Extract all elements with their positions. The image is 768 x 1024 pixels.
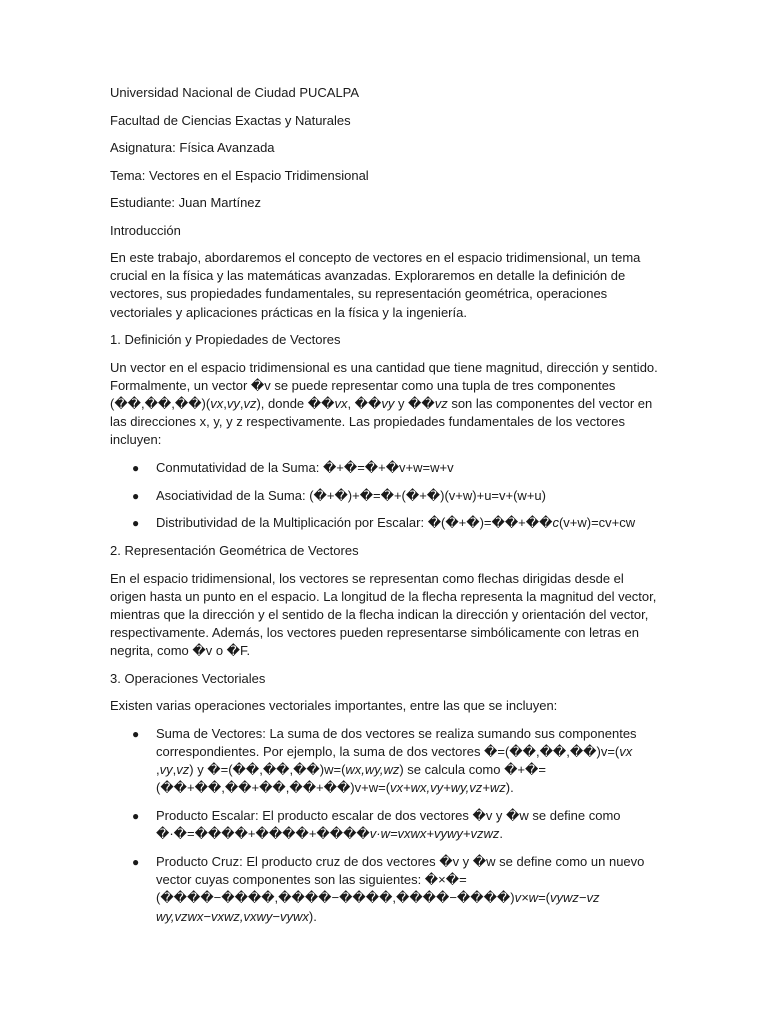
intro-heading: Introducción (110, 222, 181, 238)
bullet-icon: ● (132, 460, 140, 475)
sum-sep-1: , (156, 762, 160, 778)
section3-heading: 3. Operaciones Vectoriales (110, 670, 266, 686)
property-label: Distributividad de la Multiplicación por Escalar: (156, 515, 428, 531)
university-line: Universidad Nacional de Ciudad PUCALPA (110, 85, 360, 100)
cross-text-b: =( (538, 890, 550, 906)
list-item (110, 487, 658, 505)
property-formula-a: �(�+�)=��+�� (427, 515, 553, 531)
cross-text-c: ). (308, 908, 317, 924)
property-formula-b: (v+w)=cv+cw (558, 515, 636, 531)
property-formula-var: c (552, 515, 559, 531)
section1-var-vz-2: vz (434, 396, 448, 412)
section1-text-a: Un vector en el espacio tridimensional es una cantidad que tiene magnitud, dirección y sentido. Formalmente, un vector �v se puede representar como una tupla de tres componentes (��,��,��)( (110, 359, 658, 412)
list-item (110, 807, 658, 843)
section1-paragraph (110, 359, 658, 450)
list-item (110, 514, 658, 532)
properties-list (110, 459, 658, 533)
faculty-line: Facultad de Ciencias Exactas y Naturales (110, 112, 351, 128)
section1-text-b: ), donde �� (256, 396, 335, 412)
bullet-icon: ● (132, 488, 140, 503)
sum-var-vx: vx (619, 744, 633, 760)
section1-var-vy-2: vy (381, 396, 395, 412)
cross-text-a: Producto Cruz: El producto cruz de dos vectores �v y �w se define como un nuevo vector cuyas componentes son las siguientes: �×�=(����−����,����−����,����−����) (156, 854, 645, 906)
cross-formula-b: vywz−vz wy,vzwx−vxwz,vxwy−vywx (156, 890, 600, 924)
section1-text-d: y �� (394, 396, 435, 412)
bullet-icon: ● (132, 516, 140, 531)
sum-var-vz: vz (176, 762, 190, 778)
intro-paragraph: En este trabajo, abordaremos el concepto de vectores en el espacio tridimensional, un tema crucial en la física y las matemáticas avanzadas. Exploraremos en detalle la definición de vectores, sus propiedades fundamentales, su representación geométrica, operaciones vectoriales y aplicaciones prácticas en la física y la ingeniería. (110, 250, 641, 320)
operations-list (110, 725, 658, 926)
sum-sep-2: , (172, 762, 177, 778)
section1-var-vy: vy (226, 396, 240, 412)
sum-text-c: ) se calcula como �+�=(��+��,��+��,��+��)v+w=( (156, 762, 546, 796)
property-label: Conmutatividad de la Suma: (156, 459, 323, 475)
dot-text-b: . (499, 826, 504, 842)
document-body (110, 84, 658, 935)
sum-var-vy: vy (159, 762, 173, 778)
sum-text-d: ). (505, 780, 514, 796)
bullet-icon: ● (132, 855, 140, 870)
property-formula: (�+�)+�=�+(�+�)(v+w)+u=v+(w+u) (309, 487, 546, 503)
sum-w-vars: wx,wy,wz (345, 762, 400, 778)
cross-formula-a: v×w (514, 890, 539, 906)
property-label: Asociatividad de la Suma: (156, 487, 310, 503)
subject-line: Asignatura: Física Avanzada (110, 140, 275, 155)
section1-comma-1: , (223, 396, 227, 412)
section1-var-vx-2: vx (334, 396, 348, 412)
section1-comma-2: , (239, 396, 244, 412)
section1-heading: 1. Definición y Propiedades de Vectores (110, 332, 341, 348)
sum-text-a: Suma de Vectores: La suma de dos vectores se realiza sumando sus componentes correspondientes. Por ejemplo, la suma de dos vectores �=(��,��,��)v=( (156, 725, 637, 760)
section2-heading: 2. Representación Geométrica de Vectores (110, 543, 359, 559)
list-item (110, 725, 658, 798)
list-item (110, 853, 658, 926)
section1-var-vz: vz (243, 396, 257, 412)
section1-var-vx: vx (210, 396, 224, 412)
sum-text-b: ) y �=(��,��,��)w=( (189, 762, 346, 778)
section1-text-c: , �� (347, 396, 382, 412)
bullet-icon: ● (132, 726, 140, 741)
section2-paragraph: En el espacio tridimensional, los vectores se representan como flechas dirigidas desde el origen hasta un punto en el espacio. La longitud de la flecha representa la magnitud del vector, mientras que la dirección y el sentido de la flecha indican la dirección y orientación del vector, respectivamente. Además, los vectores pueden representarse simbólicamente con letras en negrita, como �v o �F. (110, 570, 657, 659)
section3-paragraph: Existen varias operaciones vectoriales importantes, entre las que se incluyen: (110, 698, 558, 714)
topic-line: Tema: Vectores en el Espacio Tridimensional (110, 167, 369, 183)
list-item (110, 459, 658, 477)
dot-text-a: Producto Escalar: El producto escalar de dos vectores �v y �w se define como �·�=����+����+���� (156, 808, 621, 842)
section1-text-e: son las componentes del vector en las direcciones x, y, y z respectivamente. Las propiedades fundamentales de los vectores incluyen: (110, 396, 653, 448)
dot-formula: v·w=vxwx+vywy+vzwz (369, 826, 500, 842)
student-line: Estudiante: Juan Martínez (110, 195, 262, 210)
sum-result-vars: vx+wx,vy+wy,vz+wz (390, 780, 506, 796)
property-formula: �+�=�+�v+w=w+v (322, 459, 454, 475)
bullet-icon: ● (132, 809, 140, 824)
